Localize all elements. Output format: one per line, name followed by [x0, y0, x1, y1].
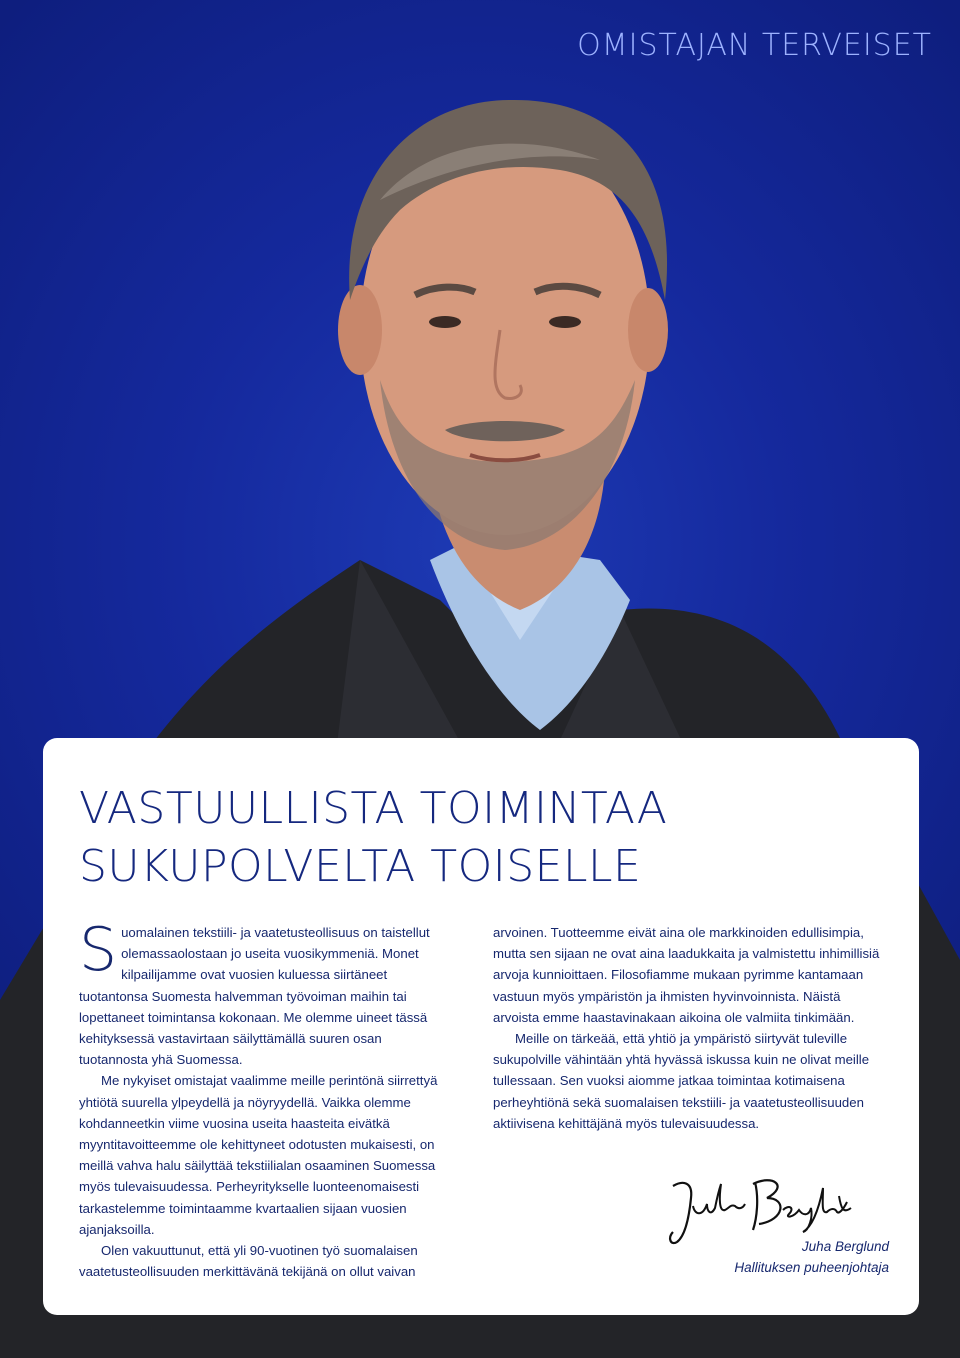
dropcap: S: [79, 915, 118, 985]
left-column: [79, 915, 449, 1282]
paragraph-3: Olen vakuuttunut, että yli 90-vuotinen työ suomalaisen vaatetusteollisuuden merkittävänä tekijänä on ollut vaivan: [79, 1243, 418, 1280]
paragraph-2: Me nykyiset omistajat vaalimme meille perintönä siirrettyä yhtiötä suurella ylpeydellä ja nöyryydellä. Vaikka olemme kohdanneetkin viime vuosina useita haasteita eivätkä myyntitavoitteemme ole kehittyneet odotusten mukaisesti, on meillä vahva halu säilyttää tekstiilialan osaaminen Suomessa myös tulevaisuudessa. Perheyritykselle luonteenomaisesti tarkastelemme toimintaamme kvartaalien sijaan vuosien ajanjaksoilla.: [79, 1073, 438, 1237]
signature-caption: [734, 1236, 889, 1278]
paragraph-5: Meille on tärkeää, että yhtiö ja ympäristö siirtyvät tuleville sukupolville vähintään yhtä hyvässä iskussa kuin ne olivat meille tullessaan. Sen vuoksi aiomme jatkaa toimintaa kotimaisena perheyhtiönä sekä suomalaisen tekstiili- ja vaatetusteollisuuden aktiivisena kehittäjänä myös tulevaisuudessa.: [493, 1031, 870, 1131]
headline-line-1: VASTUULLISTA TOIMINTAA: [79, 783, 668, 834]
paragraph-1-text: uomalainen tekstiili- ja vaatetusteollisuus on taistellut olemassaolostaan jo useita vuosikymmeniä. Monet kilpailijamme ovat vuosien kuluessa siirtäneet tuotantonsa Suomesta halvemman työvoiman maihin tai lopettaneet toimintansa kokonaan. Me olemme uineet tässä kehityksessä vastavirtaan säilyttämällä suuren osan tuotannosta yhä Suomessa.: [79, 925, 430, 1068]
signature-title: Hallituksen puheenjohtaja: [734, 1260, 889, 1275]
right-column: [493, 922, 883, 1134]
headline-line-2: SUKUPOLVELTA TOISELLE: [79, 841, 642, 892]
article-card: [43, 738, 919, 1315]
article-headline: [79, 780, 667, 896]
section-label: OMISTAJAN TERVEISET: [577, 28, 932, 63]
signature-name: Juha Berglund: [801, 1239, 889, 1254]
paragraph-1: [79, 915, 449, 1070]
paragraph-4: arvoinen. Tuotteemme eivät aina ole markkinoiden edullisimpia, mutta sen sijaan ne ovat aina laadukkaita ja valmistettu inhimillisiä arvoja kunnioittaen. Filosofiamme mukaan pyrimme kantamaan vastuun myös ympäristön ja ihmisten hyvinvoinnista. Näistä arvoista emme haastavinakaan aikoina ole valmiita tinkimään.: [493, 925, 880, 1025]
